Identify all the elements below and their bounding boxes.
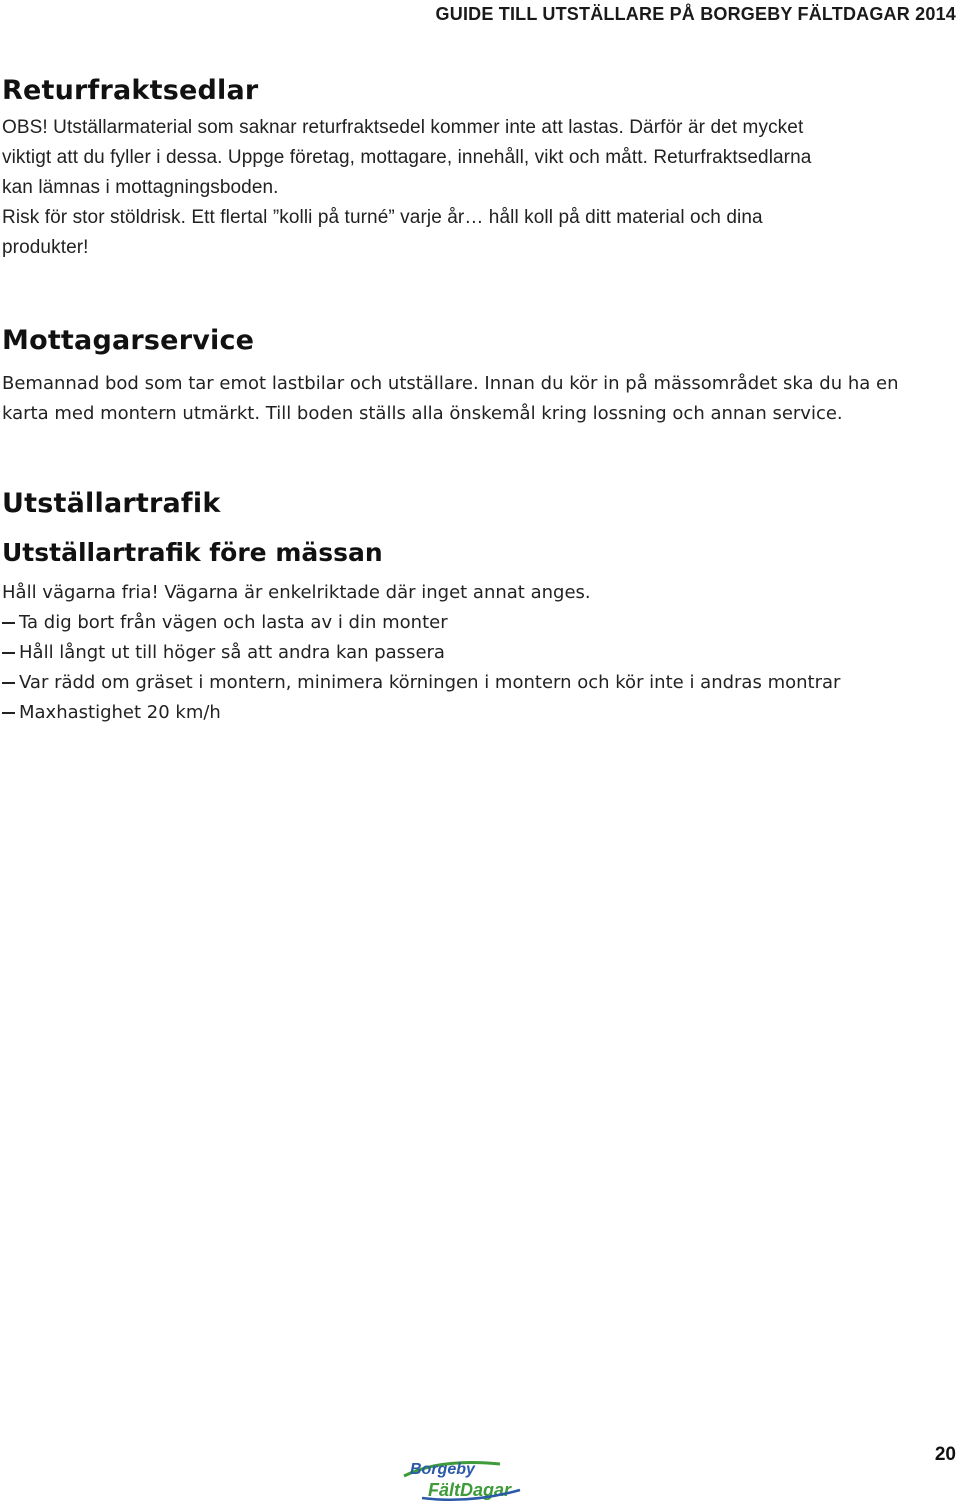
paragraph-line: karta med montern utmärkt. Till boden ställs alla önskemål kring lossning och annan service.	[2, 403, 843, 424]
list-item-text: Var rädd om gräset i montern, minimera körningen i montern och kör inte i andras montrar	[19, 672, 841, 693]
paragraph-line: kan lämnas i mottagningsboden.	[2, 177, 279, 198]
paragraph-line: OBS! Utställarmaterial som saknar returfraktsedel kommer inte att lastas. Därför är det mycket	[2, 117, 804, 138]
list-item	[2, 668, 840, 698]
list-item	[2, 638, 840, 668]
section-utstallartrafik	[2, 488, 840, 728]
logo-text-bottom: FältDagar	[428, 1480, 512, 1500]
paragraph-line: Bemannad bod som tar emot lastbilar och utställare. Innan du kör in på mässområdet ska du ha en	[2, 373, 899, 394]
list-item	[2, 608, 840, 638]
section-title-returfraktsedlar: Returfraktsedlar	[2, 75, 259, 106]
section-title-utstallartrafik: Utställartrafik	[2, 488, 221, 519]
dash-bullet-icon	[2, 652, 15, 654]
dash-bullet-icon	[2, 712, 15, 714]
page-header-title: GUIDE TILL UTSTÄLLARE PÅ BORGEBY FÄLTDAGAR 2014	[435, 4, 956, 24]
paragraph-line: produkter!	[2, 237, 89, 258]
dash-bullet-icon	[2, 622, 15, 624]
traffic-rules-list	[2, 608, 840, 728]
dash-bullet-icon	[2, 682, 15, 684]
page-number: 20	[934, 1444, 956, 1465]
list-item-text: Ta dig bort från vägen och lasta av i din monter	[19, 612, 448, 633]
list-item-text: Maxhastighet 20 km/h	[19, 702, 221, 723]
logo-text-top: Borgeby	[410, 1461, 475, 1478]
section-title-mottagarservice: Mottagarservice	[2, 325, 255, 356]
paragraph-line: viktigt att du fyller i dessa. Uppge företag, mottagare, innehåll, vikt och mått. Returfraktsedlarna	[2, 147, 812, 168]
paragraph-line: Risk för stor stöldrisk. Ett flertal ”kolli på turné” varje år… håll koll på ditt material och dina	[2, 207, 763, 228]
list-item	[2, 698, 840, 728]
paragraph-intro: Håll vägarna fria! Vägarna är enkelriktade där inget annat anges.	[2, 582, 591, 603]
subsection-title-fore-massan: Utställartrafik före mässan	[2, 538, 383, 567]
section-mottagarservice	[2, 325, 898, 429]
list-item-text: Håll långt ut till höger så att andra kan passera	[19, 642, 445, 663]
borgeby-faltdagar-logo	[400, 1454, 526, 1502]
section-returfraktsedlar	[2, 75, 811, 263]
